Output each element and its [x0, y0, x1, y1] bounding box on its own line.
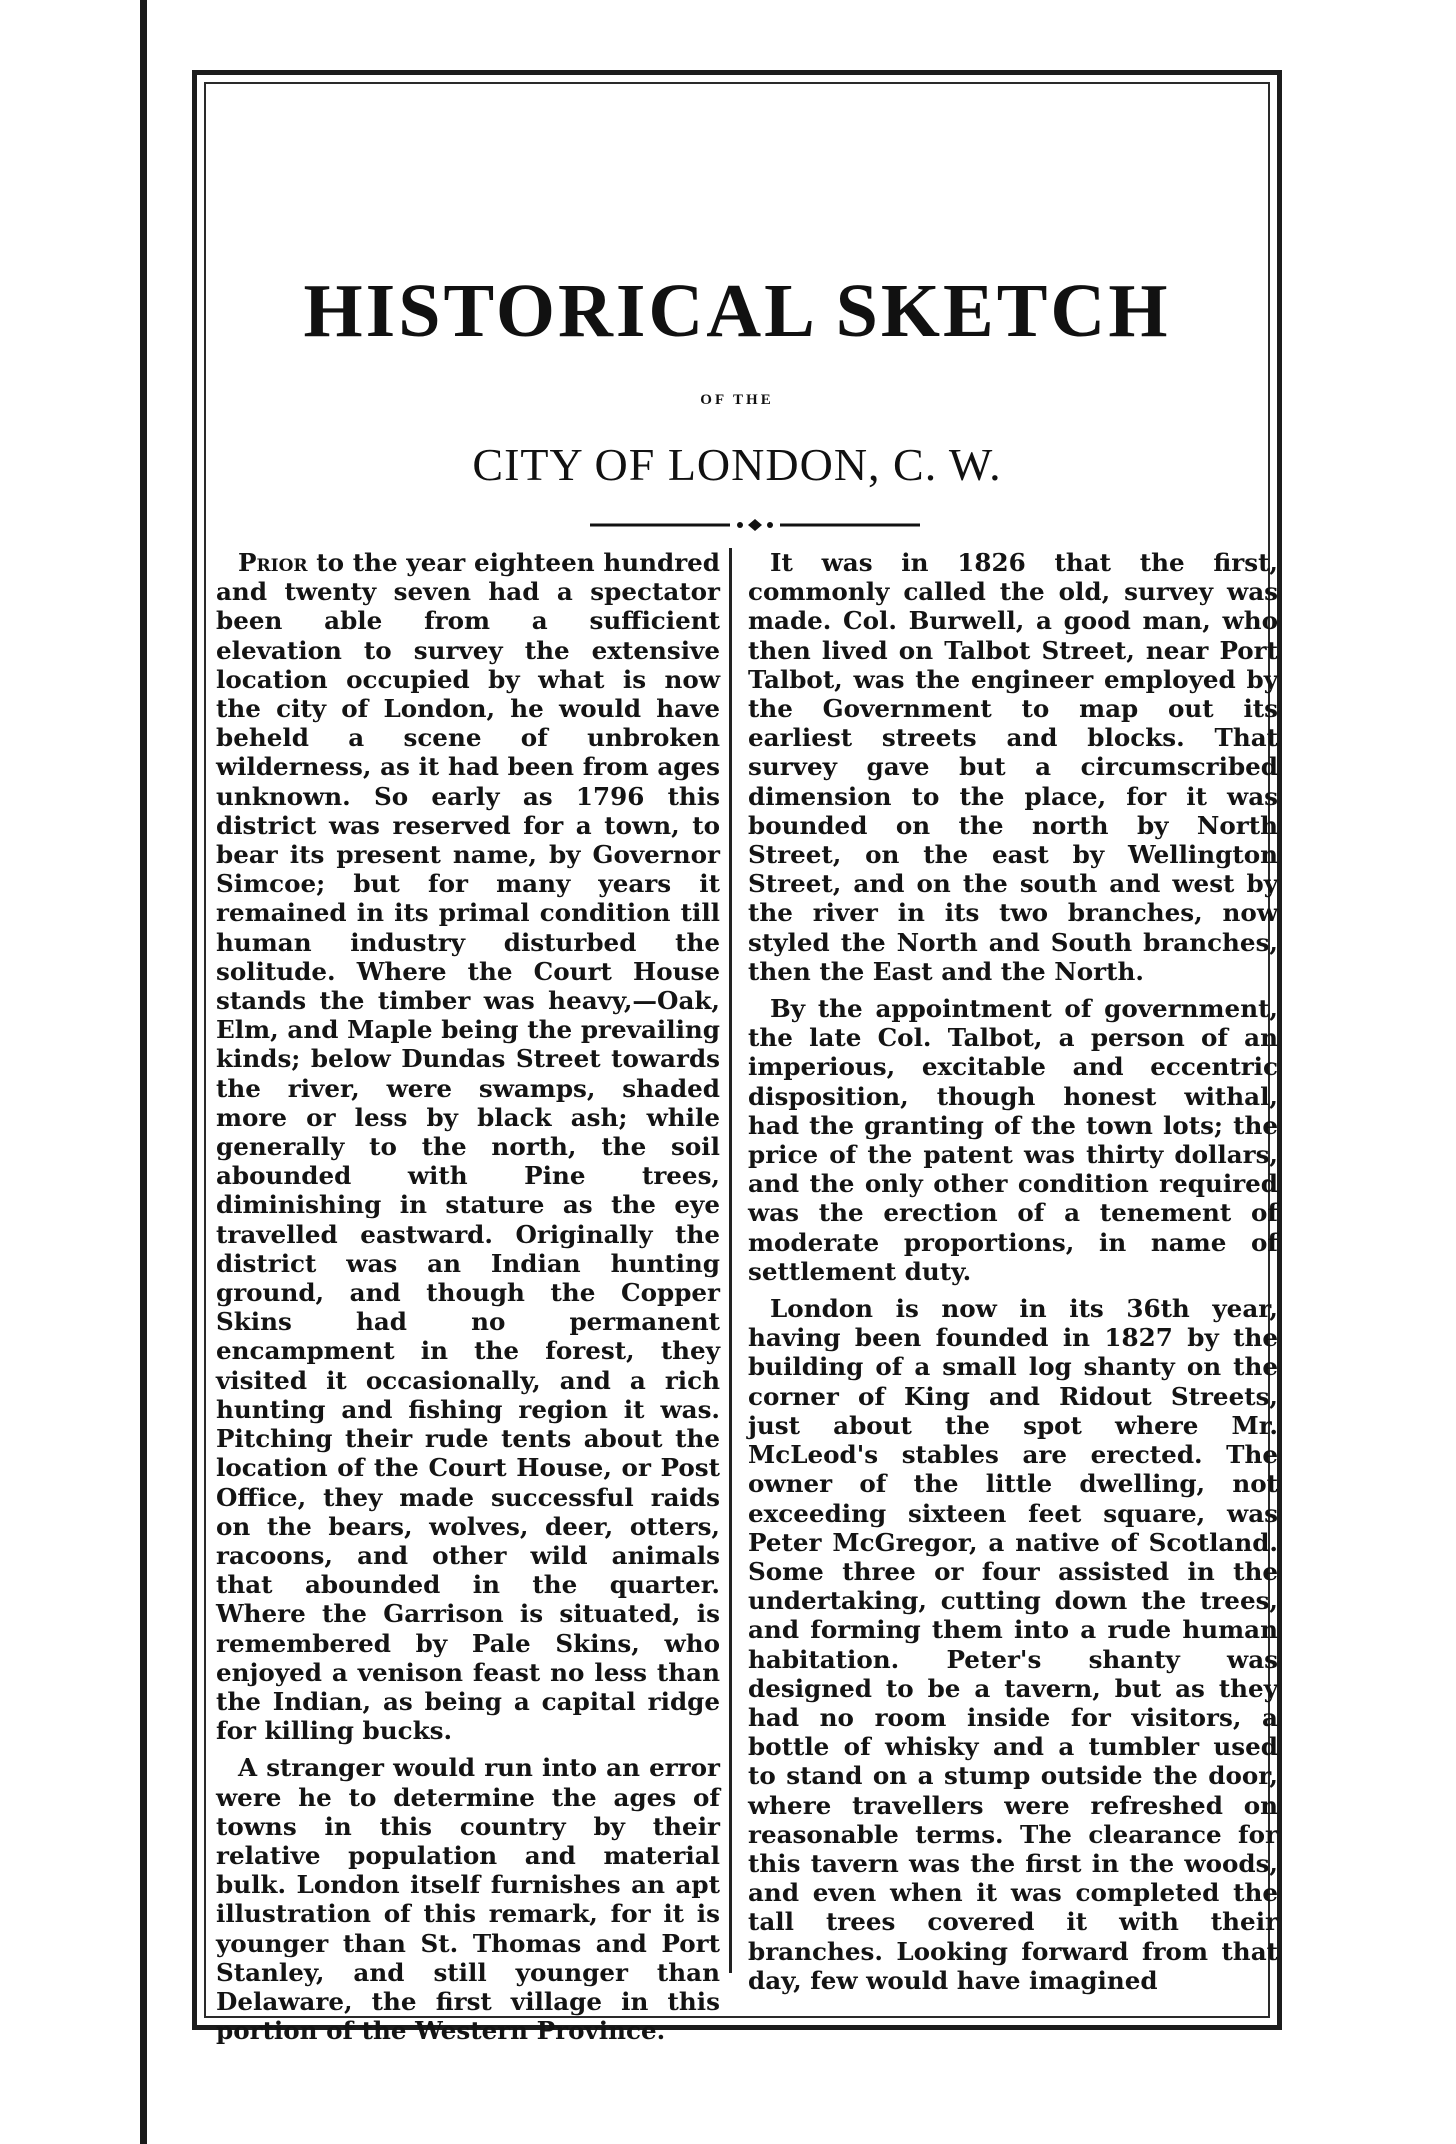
right-paragraph-1: It was in 1826 that the first, commonly called the old, survey was made. Col. Burwell, a good man, who then lived on Talbot Street, near Port Talbot, was the engineer employed by the Government to map out its earliest streets and blocks. That survey gave but a circumscribed dimension to the place, for it was bounded on the north by North Street, on the east by Wellington Street, and on the south and west by the river in its two branches, now styled the North and South branches, then the East and the North.	[748, 548, 1278, 986]
left-paragraph-1-text: to the year eighteen hundred and twenty seven had a spectator been able from a sufficient elevation to survey the extensive location occupied by what is now the city of London, he would have beheld a scene of unbroken wilderness, as it had been from ages unknown. So early as 1796 this district was reserved for a town, to bear its present name, by Governor Simcoe; but for many years it remained in its primal condition till human industry disturbed the solitude. Where the Court House stands the timber was heavy,—Oak, Elm, and Maple being the prevailing kinds; below Dundas Street towards the river, were swamps, shaded more or less by black ash; while generally to the north, the soil abounded with Pine trees, diminishing in stature as the eye travelled eastward. Originally the district was an Indian hunting ground, and though the Copper Skins had no permanent encampment in the forest, they visited it occasionally, and a rich hunting and fishing region it was. Pitching their rude tents about the location of the Court House, or Post Office, they made successful raids on the bears, wolves, deer, otters, racoons, and other wild animals that abounded in the quarter. Where the Garrison is situated, is remembered by Pale Skins, who enjoyed a venison feast no less than the Indian, as being a capital ridge for killing bucks.	[216, 548, 720, 1746]
right-column	[748, 548, 1278, 2003]
right-paragraph-2: By the appointment of government, the late Col. Talbot, a person of an imperious, excitable and eccentric disposition, though honest withal, had the granting of the town lots; the price of the patent was thirty dollars, and the only other condition required was the erection of a tenement of moderate proportions, in name of settlement duty.	[748, 994, 1278, 1286]
left-column	[216, 548, 720, 2053]
page-title: HISTORICAL SKETCH	[303, 269, 1171, 353]
left-paragraph-1	[216, 548, 720, 1745]
scan-edge-bar	[140, 0, 147, 2144]
right-paragraph-3: London is now in its 36th year, having been founded in 1827 by the building of a small log shanty on the corner of King and Ridout Streets, just about the spot where Mr. McLeod's stables are erected. The owner of the little dwelling, not exceeding sixteen feet square, was Peter McGregor, a native of Scotland. Some three or four assisted in the undertaking, cutting down the trees, and forming them into a rude human habitation. Peter's shanty was designed to be a tavern, but as they had no room inside for visitors, a bottle of whisky and a tumbler used to stand on a stump outside the door, where travellers were refreshed on reasonable terms. The clearance for this tavern was the first in the woods, and even when it was completed the tall trees covered it with their branches. Looking forward from that day, few would have imagined	[748, 1294, 1278, 1995]
ornament-divider	[590, 519, 920, 531]
title-connector: OF THE	[700, 392, 774, 408]
page-subtitle: CITY OF LONDON, C. W.	[472, 439, 1002, 490]
left-paragraph-2: A stranger would run into an error were he to determine the ages of towns in this country by their relative population and material bulk. London itself furnishes an apt illustration of this remark, for it is younger than St. Thomas and Port Stanley, and still younger than Delaware, the first village in this portion of the Western Province.	[216, 1753, 720, 2046]
drop-lead-word: Prior	[238, 548, 308, 577]
column-divider	[729, 548, 732, 1973]
